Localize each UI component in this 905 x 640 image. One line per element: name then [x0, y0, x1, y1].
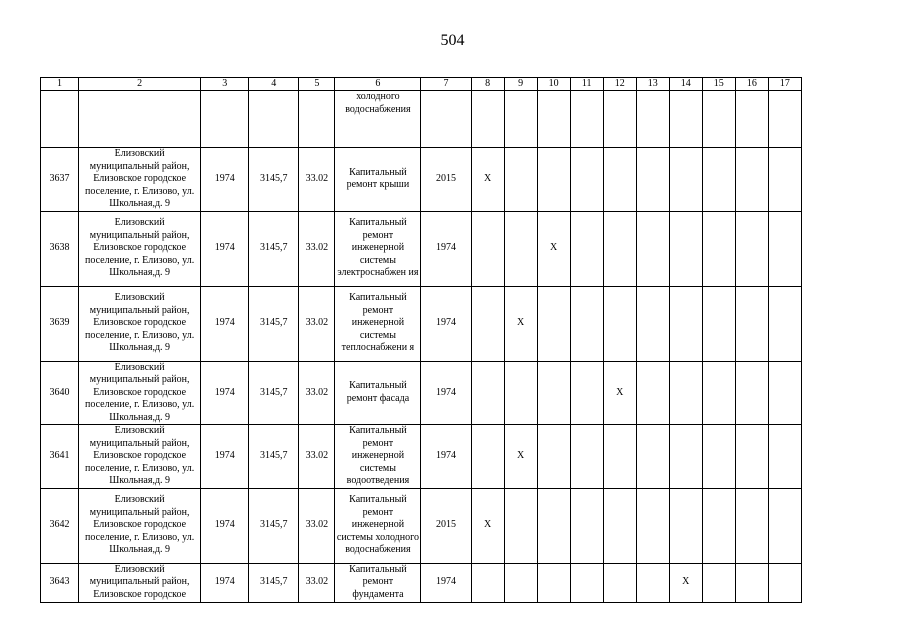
table-cell	[421, 91, 471, 148]
address-cell: Елизовский муниципальный район, Елизовское городское поселение, г. Елизово, ул. Школьная,д. 9	[79, 361, 201, 425]
table-cell	[636, 148, 669, 212]
header-cell: 11	[570, 78, 603, 91]
table-cell	[669, 488, 702, 563]
table-cell	[636, 563, 669, 602]
table-cell	[79, 91, 201, 148]
address-cell: Елизовский муниципальный район, Елизовское городское поселение, г. Елизово, ул. Школьная,д. 9	[79, 488, 201, 563]
table-cell	[504, 361, 537, 425]
year-cell: 1974	[201, 488, 249, 563]
header-cell: 9	[504, 78, 537, 91]
table-cell	[735, 91, 768, 148]
table-cell	[768, 488, 801, 563]
table-cell	[299, 91, 335, 148]
table-cell	[570, 488, 603, 563]
table-cell	[702, 91, 735, 148]
table-cell	[471, 425, 504, 489]
register-table	[40, 77, 802, 603]
plan-year-cell: 2015	[421, 148, 471, 212]
address-cell: Елизовский муниципальный район, Елизовское городское поселение, г. Елизово, ул. Школьная,д. 9	[79, 425, 201, 489]
header-cell: 10	[537, 78, 570, 91]
header-cell: 15	[702, 78, 735, 91]
area-cell: 3145,7	[249, 563, 299, 602]
table-cell	[735, 211, 768, 286]
plan-year-cell: 1974	[421, 286, 471, 361]
address-cell: Елизовский муниципальный район, Елизовское городское поселение, г. Елизово, ул. Школьная,д. 9	[79, 211, 201, 286]
mark-cell: X	[669, 563, 702, 602]
plan-year-cell: 1974	[421, 563, 471, 602]
work-type-cell: Капитальный ремонт крыши	[335, 148, 421, 212]
table-cell	[636, 91, 669, 148]
header-cell: 14	[669, 78, 702, 91]
table-row	[41, 211, 802, 286]
row-id-cell: 3642	[41, 488, 79, 563]
area-cell: 3145,7	[249, 211, 299, 286]
work-type-cell: Капитальный ремонт инженерной системы водоотведения	[335, 425, 421, 489]
page-number: 504	[440, 32, 465, 49]
table-cell	[570, 286, 603, 361]
table-cell	[603, 488, 636, 563]
code-cell: 33.02	[299, 286, 335, 361]
table-cell	[669, 425, 702, 489]
plan-year-cell: 1974	[421, 425, 471, 489]
table-cell	[603, 563, 636, 602]
table-cell	[570, 563, 603, 602]
table-row	[41, 361, 802, 425]
table-cell	[768, 211, 801, 286]
table-cell	[537, 488, 570, 563]
table-cell	[702, 488, 735, 563]
row-id-cell: 3637	[41, 148, 79, 212]
year-cell: 1974	[201, 286, 249, 361]
header-cell: 12	[603, 78, 636, 91]
row-id-cell: 3639	[41, 286, 79, 361]
table-row	[41, 148, 802, 212]
area-cell: 3145,7	[249, 488, 299, 563]
address-cell: Елизовский муниципальный район, Елизовское городское поселение, г. Елизово, ул. Школьная,д. 9	[79, 286, 201, 361]
row-id-cell: 3641	[41, 425, 79, 489]
header-cell: 4	[249, 78, 299, 91]
row-id-cell: 3638	[41, 211, 79, 286]
table-cell	[636, 211, 669, 286]
table-cell	[570, 91, 603, 148]
work-type-cell: Капитальный ремонт инженерной системы холодного водоснабжения	[335, 488, 421, 563]
code-cell: 33.02	[299, 425, 335, 489]
mark-cell: X	[537, 211, 570, 286]
table-cell	[471, 361, 504, 425]
header-cell: 3	[201, 78, 249, 91]
table-cell	[249, 91, 299, 148]
table-cell	[768, 286, 801, 361]
area-cell: 3145,7	[249, 425, 299, 489]
table-cell	[768, 361, 801, 425]
table-cell	[636, 286, 669, 361]
code-cell: 33.02	[299, 488, 335, 563]
table-cell	[537, 361, 570, 425]
area-cell: 3145,7	[249, 286, 299, 361]
table-row	[41, 286, 802, 361]
continuation-row	[41, 91, 802, 148]
table-cell	[768, 563, 801, 602]
work-type-cell: Капитальный ремонт фундамента	[335, 563, 421, 602]
header-cell: 13	[636, 78, 669, 91]
table-cell	[537, 91, 570, 148]
table-cell	[669, 286, 702, 361]
table-cell	[735, 286, 768, 361]
year-cell: 1974	[201, 361, 249, 425]
table-cell	[537, 563, 570, 602]
address-cell: Елизовский муниципальный район, Елизовское городское поселение, г. Елизово, ул. Школьная,д. 9	[79, 148, 201, 212]
table-cell	[669, 91, 702, 148]
table-cell	[504, 211, 537, 286]
code-cell: 33.02	[299, 361, 335, 425]
header-cell: 5	[299, 78, 335, 91]
header-cell: 1	[41, 78, 79, 91]
table-cell	[702, 286, 735, 361]
plan-year-cell: 1974	[421, 361, 471, 425]
mark-cell: X	[603, 361, 636, 425]
table-cell	[570, 425, 603, 489]
work-type-cell: Капитальный ремонт инженерной системы теплоснабжени я	[335, 286, 421, 361]
header-cell: 16	[735, 78, 768, 91]
table-cell	[768, 91, 801, 148]
code-cell: 33.02	[299, 148, 335, 212]
table-cell	[735, 425, 768, 489]
table-cell	[735, 488, 768, 563]
table-cell	[570, 148, 603, 212]
table-cell	[41, 91, 79, 148]
table-cell	[702, 148, 735, 212]
table-cell	[735, 361, 768, 425]
table-cell	[669, 361, 702, 425]
table-row	[41, 488, 802, 563]
table-cell	[669, 148, 702, 212]
table-cell	[504, 91, 537, 148]
table-cell	[471, 211, 504, 286]
table-cell	[735, 563, 768, 602]
table-cell	[537, 286, 570, 361]
table-cell	[504, 563, 537, 602]
mark-cell: X	[471, 148, 504, 212]
header-row	[41, 78, 802, 91]
table-cell	[768, 148, 801, 212]
header-cell: 7	[421, 78, 471, 91]
table-cell	[636, 425, 669, 489]
table-cell	[471, 563, 504, 602]
table-cell	[603, 91, 636, 148]
area-cell: 3145,7	[249, 148, 299, 212]
plan-year-cell: 1974	[421, 211, 471, 286]
table-cell	[702, 361, 735, 425]
work-type-cell: Капитальный ремонт фасада	[335, 361, 421, 425]
mark-cell: X	[471, 488, 504, 563]
table-cell	[471, 286, 504, 361]
address-cell: Елизовский муниципальный район, Елизовское городское	[79, 563, 201, 602]
table-cell	[537, 148, 570, 212]
table-body	[41, 78, 802, 603]
table-cell	[537, 425, 570, 489]
code-cell: 33.02	[299, 211, 335, 286]
area-cell: 3145,7	[249, 361, 299, 425]
work-type-cell: Капитальный ремонт инженерной системы электроснабжен ия	[335, 211, 421, 286]
row-id-cell: 3643	[41, 563, 79, 602]
year-cell: 1974	[201, 148, 249, 212]
table-cell	[504, 488, 537, 563]
table-cell	[603, 425, 636, 489]
header-cell: 2	[79, 78, 201, 91]
table-cell	[603, 211, 636, 286]
mark-cell: X	[504, 425, 537, 489]
mark-cell: X	[504, 286, 537, 361]
work-type-cell: холодного водоснабжения	[335, 91, 421, 148]
table-cell	[636, 488, 669, 563]
table-cell	[768, 425, 801, 489]
table-cell	[471, 91, 504, 148]
table-cell	[669, 211, 702, 286]
table-cell	[201, 91, 249, 148]
code-cell: 33.02	[299, 563, 335, 602]
table-cell	[603, 148, 636, 212]
table-cell	[570, 361, 603, 425]
table-cell	[702, 563, 735, 602]
table-row	[41, 563, 802, 602]
table-cell	[603, 286, 636, 361]
header-cell: 6	[335, 78, 421, 91]
row-id-cell: 3640	[41, 361, 79, 425]
plan-year-cell: 2015	[421, 488, 471, 563]
table-row	[41, 425, 802, 489]
table-cell	[570, 211, 603, 286]
year-cell: 1974	[201, 425, 249, 489]
table-cell	[702, 425, 735, 489]
table-cell	[504, 148, 537, 212]
year-cell: 1974	[201, 211, 249, 286]
table-cell	[735, 148, 768, 212]
table-cell	[636, 361, 669, 425]
table-cell	[702, 211, 735, 286]
header-cell: 8	[471, 78, 504, 91]
year-cell: 1974	[201, 563, 249, 602]
header-cell: 17	[768, 78, 801, 91]
